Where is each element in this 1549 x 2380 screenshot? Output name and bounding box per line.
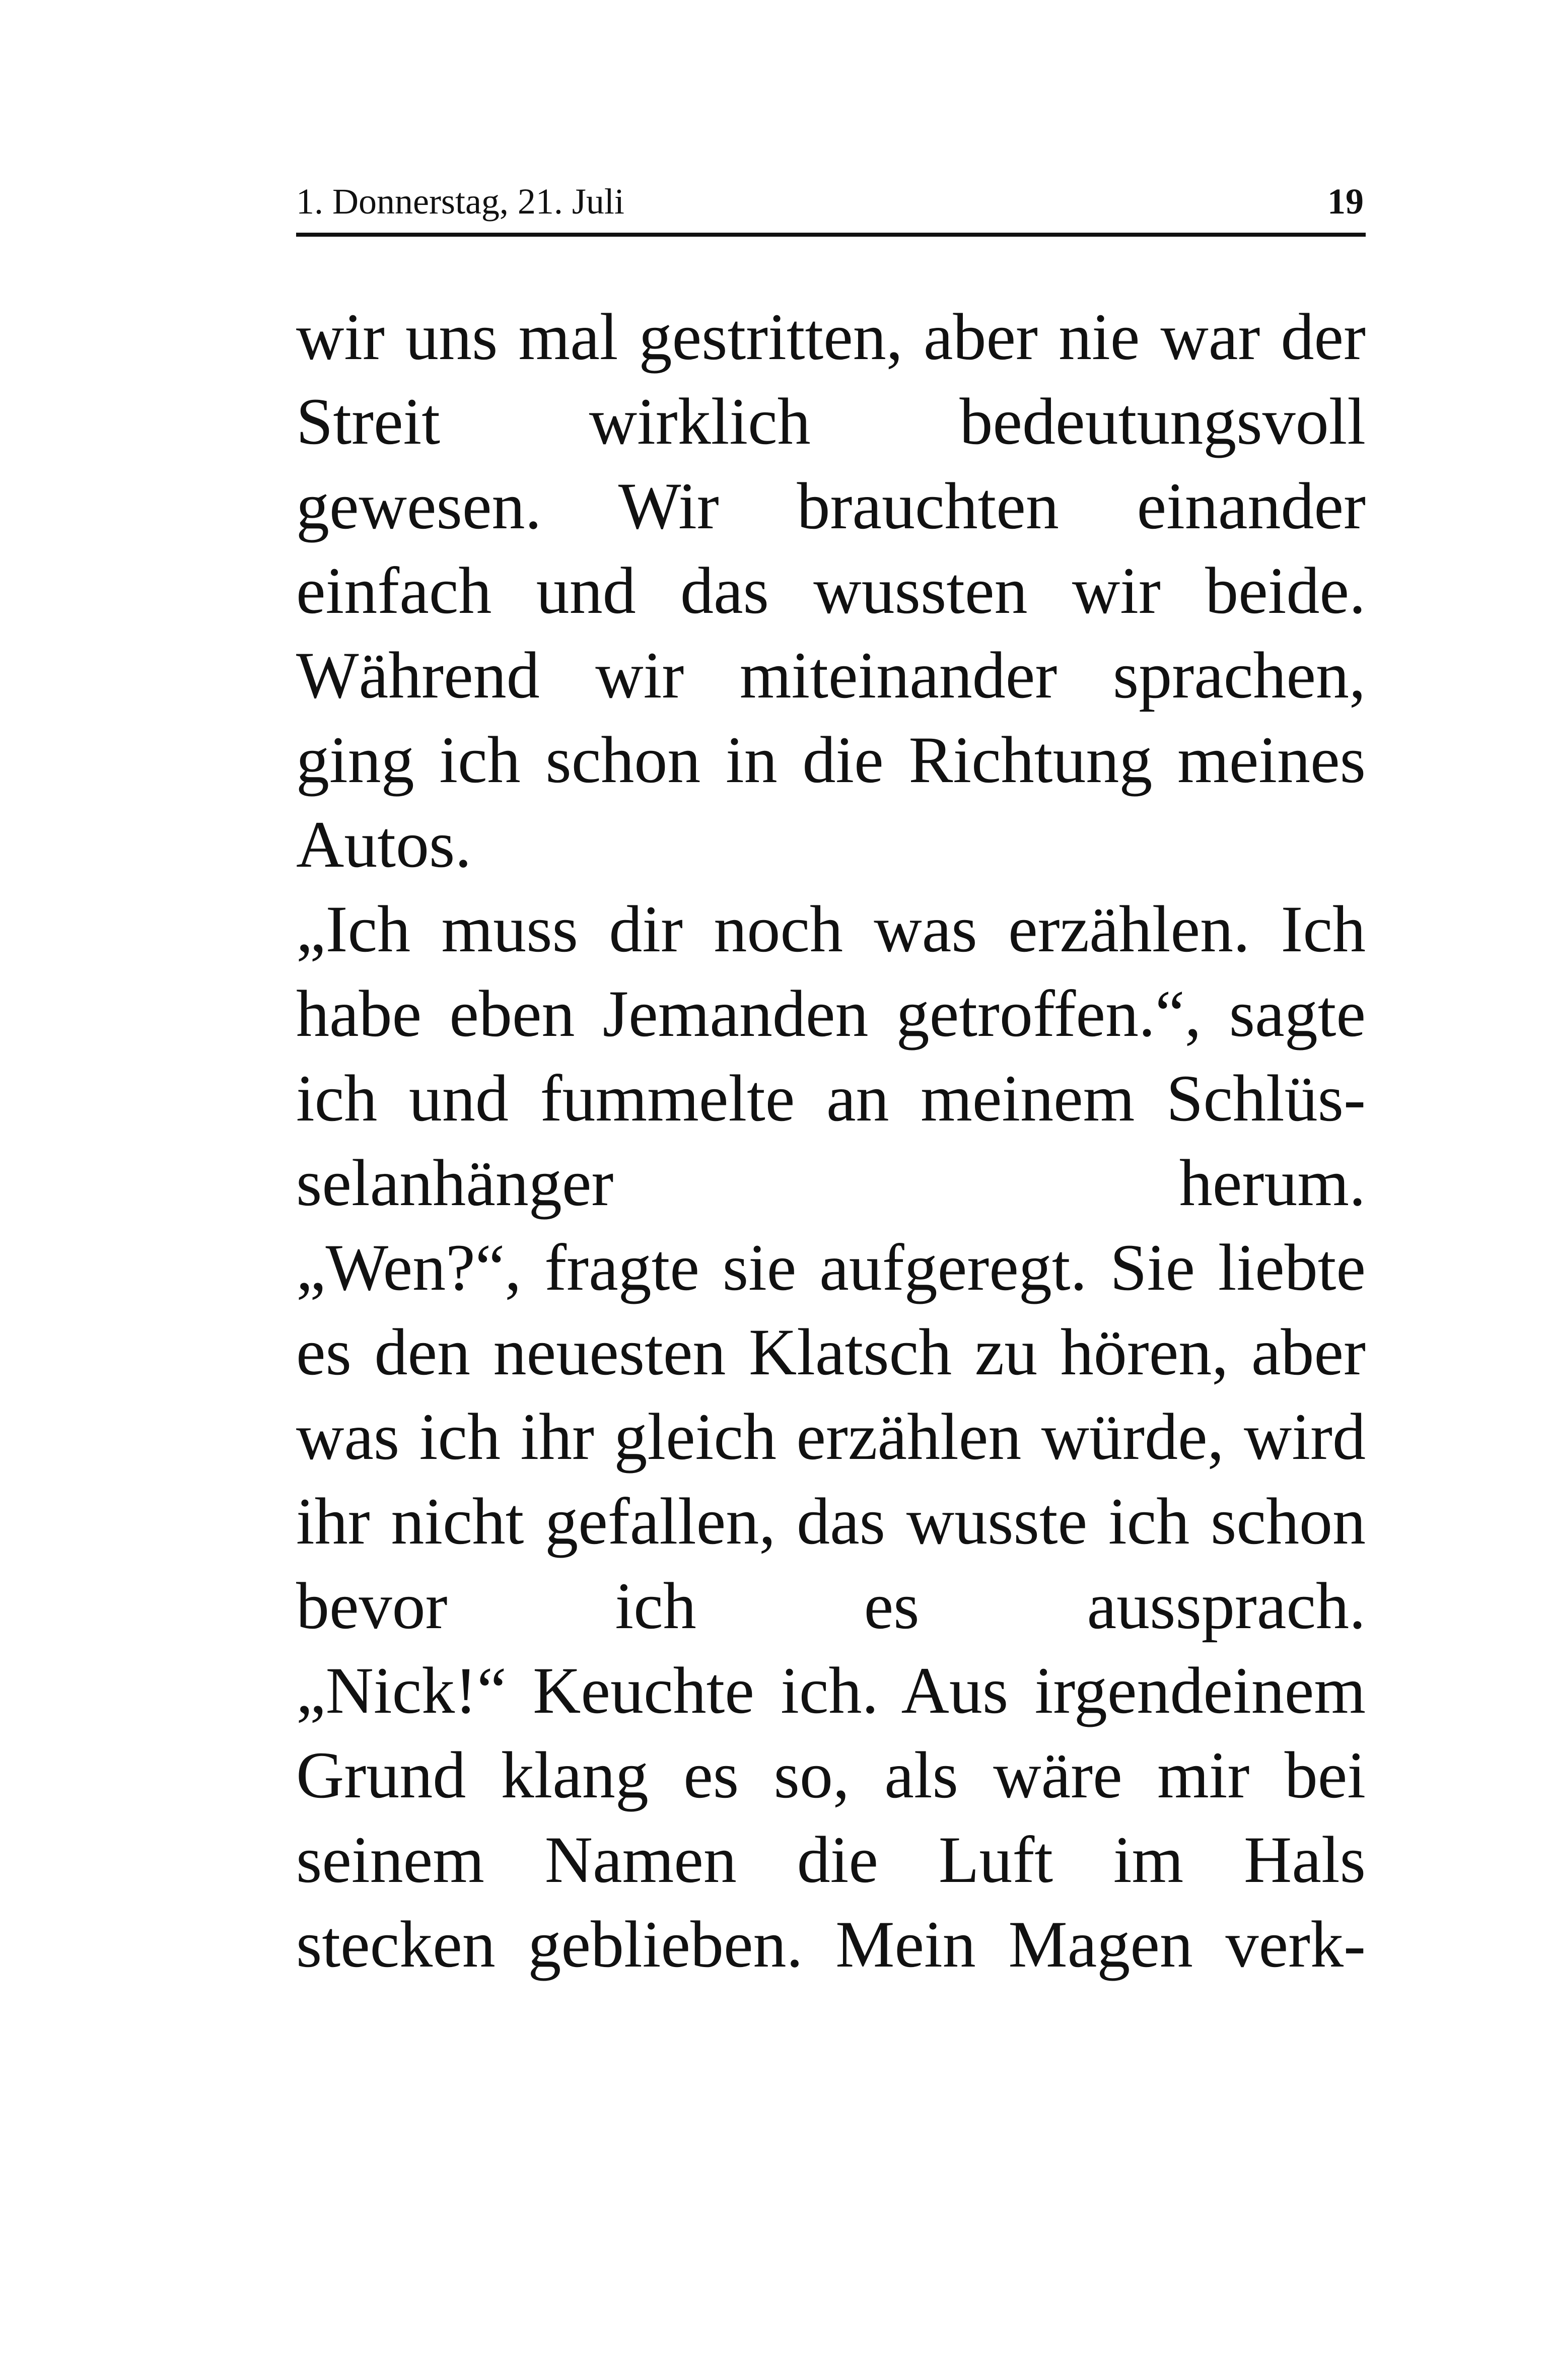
text-line: ich und fummelte an meinem Schlüs-: [296, 1061, 1366, 1135]
text-line: „Wen?“, fragte sie aufgeregt. Sie liebte: [296, 1230, 1366, 1304]
chapter-header-title: 1. Donnerstag, 21. Juli: [296, 181, 624, 222]
text-line: selanhänger herum.: [296, 1146, 1366, 1220]
header-divider: [296, 233, 1366, 237]
text-line: habe eben Jemanden getroffen.“, sagte: [296, 976, 1366, 1051]
text-line: wir uns mal gestritten, aber nie war der: [296, 300, 1366, 374]
text-line: „Nick!“ Keuchte ich. Aus irgendeinem: [296, 1653, 1366, 1727]
text-line: Grund klang es so, als wäre mir bei: [296, 1738, 1366, 1812]
text-line: Autos.: [296, 807, 472, 881]
text-line: Streit wirklich bedeutungsvoll: [296, 384, 1366, 458]
text-line: Während wir miteinander sprachen,: [296, 638, 1366, 712]
page-number: 19: [1327, 181, 1364, 222]
text-line: seinem Namen die Luft im Hals: [296, 1823, 1366, 1897]
text-line: „Ich muss dir noch was erzählen. Ich: [296, 892, 1366, 966]
text-line: bevor ich es aussprach.: [296, 1569, 1366, 1643]
text-line: gewesen. Wir brauchten einander: [296, 469, 1366, 543]
body-text: [296, 295, 1366, 1987]
text-line: ihr nicht gefallen, das wusste ich schon: [296, 1484, 1366, 1558]
text-line: was ich ihr gleich erzählen würde, wird: [296, 1399, 1366, 1474]
text-line: stecken geblieben. Mein Magen verk-: [296, 1907, 1366, 1981]
text-line: es den neuesten Klatsch zu hören, aber: [296, 1315, 1366, 1389]
running-header: [296, 171, 1366, 232]
text-line: ging ich schon in die Richtung meines: [296, 723, 1366, 797]
text-line: einfach und das wussten wir beide.: [296, 553, 1366, 627]
